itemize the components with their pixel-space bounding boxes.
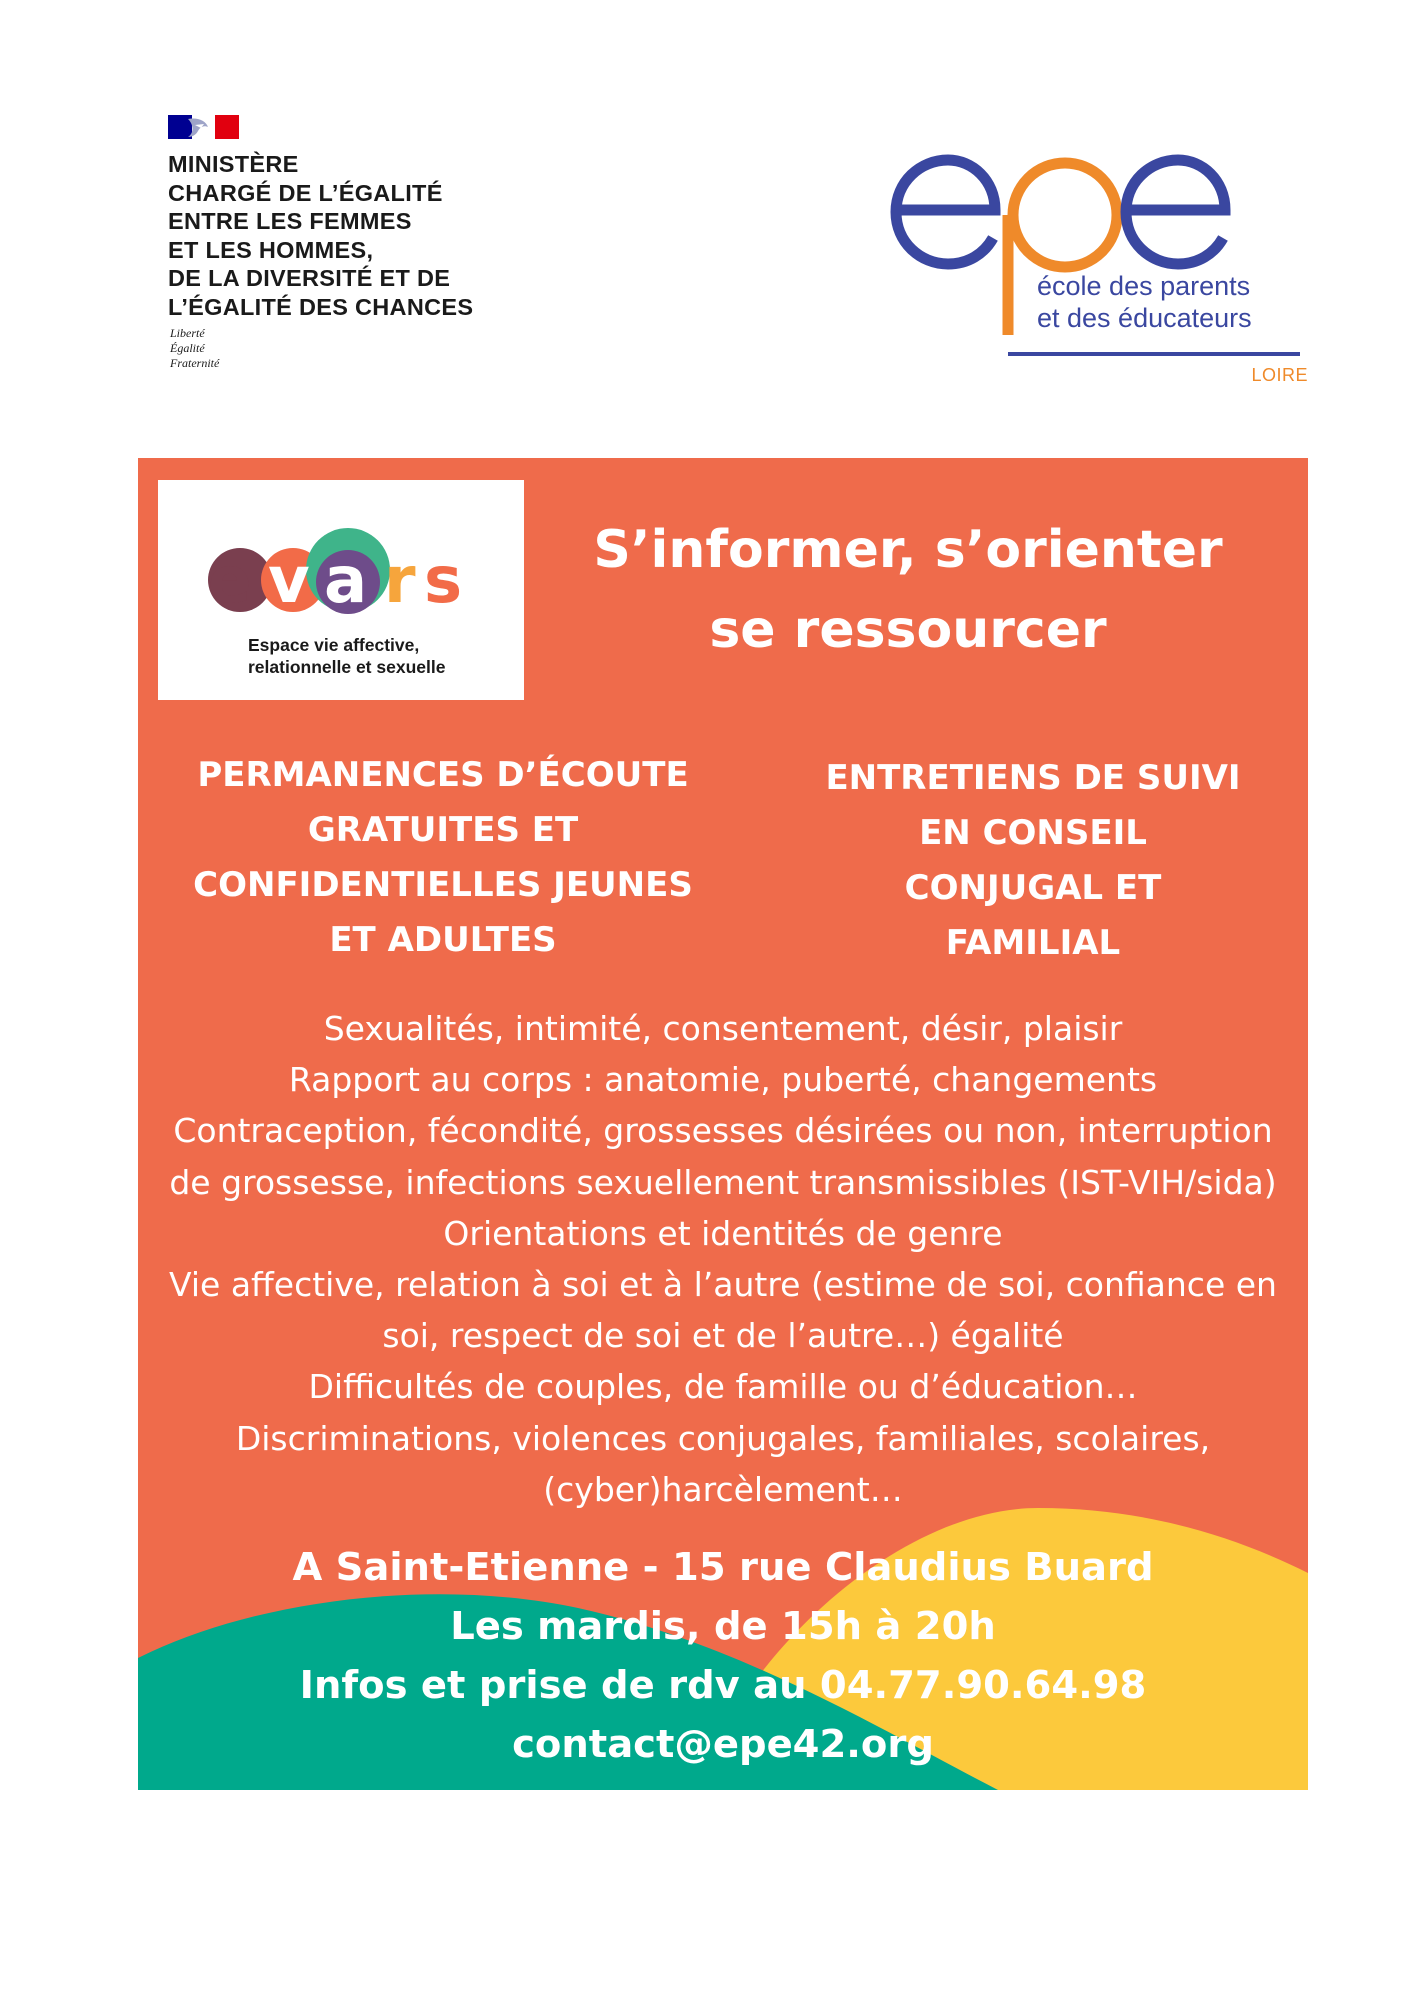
epe-divider: [1008, 352, 1300, 356]
email-link[interactable]: contact@epe42.org: [512, 1722, 934, 1767]
svg-text:a: a: [324, 544, 368, 618]
topic-line: Discriminations, violences conjugales, familiales, scolaires,: [235, 1418, 1211, 1458]
svg-text:r: r: [384, 544, 416, 618]
topic-line: Sexualités, intimité, consentement, désir, plaisir: [323, 1009, 1123, 1048]
headline: S’informer, s’orienter se ressourcer: [593, 520, 1223, 660]
topic-line: Difficultés de couples, de famille ou d’éducation…: [308, 1367, 1138, 1407]
topic-line: Contraception, fécondité, grossesses désirées ou non, interruption: [173, 1111, 1273, 1151]
epe-subtitle: école des parents et des éducateurs: [1037, 271, 1252, 333]
french-flag-marianne-icon: [168, 115, 239, 139]
ministry-motto: Liberté Égalité Fraternité: [170, 326, 220, 370]
evars-logo: [158, 480, 524, 700]
evars-logo-icon: [198, 520, 498, 630]
svg-text:s: s: [424, 544, 463, 618]
topic-line: Rapport au corps : anatomie, puberté, changements: [288, 1060, 1158, 1100]
listening-sessions-heading: PERMANENCES D’ÉCOUTE GRATUITES ET CONFIDENTIELLES JEUNES ET ADULTES: [193, 755, 693, 960]
contact-block: [138, 1538, 1308, 1774]
address: A Saint-Etienne - 15 rue Claudius Buard: [292, 1545, 1154, 1590]
svg-text:v: v: [268, 544, 310, 618]
epe-region: LOIRE: [1251, 365, 1308, 385]
topic-line: soi, respect de soi et de l’autre…) égalité: [382, 1316, 1064, 1356]
topics-list: [138, 1003, 1308, 1515]
opening-hours: Les mardis, de 15h à 20h: [450, 1604, 996, 1649]
info-panel: [138, 458, 1308, 1790]
topic-line: Orientations et identités de genre: [443, 1213, 1003, 1253]
phone-info[interactable]: Infos et prise de rdv au 04.77.90.64.98: [299, 1663, 1147, 1708]
epe-logo: [890, 130, 1310, 390]
svg-text:e: e: [208, 544, 252, 618]
topic-line: (cyber)harcèlement…: [543, 1469, 903, 1509]
ministry-title: MINISTÈRE CHARGÉ DE L’ÉGALITÉ ENTRE LES FEMMES ET LES HOMMES, DE LA DIVERSITÉ ET DE L’ÉGALITÉ DES CHANCES: [168, 151, 474, 320]
counseling-heading: ENTRETIENS DE SUIVI EN CONSEIL CONJUGAL ET FAMILIAL: [825, 758, 1241, 963]
evars-tagline: Espace vie affective, relationnelle et sexuelle: [248, 635, 446, 677]
topic-line: de grossesse, infections sexuellement transmissibles (IST-VIH/sida): [169, 1162, 1277, 1202]
topic-line: Vie affective, relation à soi et à l’autre (estime de soi, confiance en: [169, 1265, 1277, 1305]
